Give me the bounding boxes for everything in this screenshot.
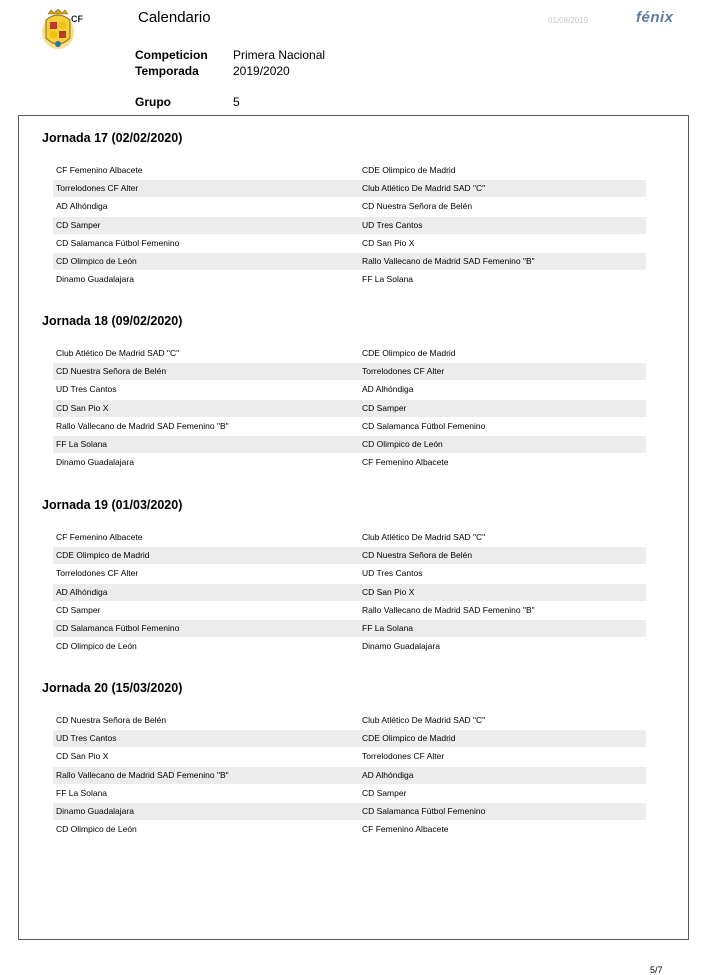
away-team: CD Salamanca Fútbol Femenino [362,420,486,431]
away-team: Club Atlético De Madrid SAD "C" [362,532,486,542]
away-team: Rallo Vallecano de Madrid SAD Femenino "B" [362,604,535,615]
match-row [53,271,646,288]
away-team: CD Salamanca Fútbol Femenino [362,806,486,816]
match-row [53,584,646,601]
match-row [53,565,646,582]
away-team: Torrelodones CF Alter [362,751,445,762]
svg-text:CF: CF [71,14,83,24]
home-team: FF La Solana [56,439,108,449]
away-team: CDE Olimpico de Madrid [362,348,456,358]
home-team: CD San Pio X [56,402,109,413]
rfef-crest-logo [38,8,90,54]
page-number: 5/7 [650,965,663,975]
match-row [53,748,646,765]
temporada-value: 2019/2020 [233,64,290,78]
match-row [53,198,646,215]
away-team: CDE Olimpico de Madrid [362,165,456,175]
away-team: AD Alhóndiga [362,384,414,395]
temporada-label: Temporada [135,64,199,78]
match-row [53,454,646,471]
grupo-label: Grupo [135,95,171,109]
away-team: CDE Olimpico de Madrid [362,733,456,744]
away-team: CD San Pio X [362,586,415,597]
match-row [53,529,646,546]
match-row [53,436,646,453]
away-team: CF Femenino Albacete [362,457,449,468]
match-row [53,180,646,197]
home-team: CD Olimpico de León [56,256,137,266]
home-team: CDE Olimpico de Madrid [56,550,150,561]
home-team: CD Olimpico de León [56,824,137,835]
away-team: Club Atlético De Madrid SAD "C" [362,715,486,725]
away-team: Dinamo Guadalajara [362,641,440,652]
home-team: CD Salamanca Fútbol Femenino [56,623,180,633]
away-team: Torrelodones CF Alter [362,366,445,377]
away-team: CD Nuestra Señora de Belén [362,550,473,561]
match-row [53,602,646,619]
match-row [53,345,646,362]
jornada-title: Jornada 17 (02/02/2020) [42,131,183,145]
home-team: CF Femenino Albacete [56,532,143,542]
home-team: Dinamo Guadalajara [56,457,134,468]
jornada-title: Jornada 18 (09/02/2020) [42,314,183,328]
document-title: Calendario [138,9,211,26]
home-team: CD Olimpico de León [56,641,137,652]
away-team: UD Tres Cantos [362,568,423,579]
home-team: CD Samper [56,219,101,230]
away-team: FF La Solana [362,274,414,285]
home-team: Rallo Vallecano de Madrid SAD Femenino "B" [56,420,229,431]
away-team: CD Samper [362,787,407,798]
away-team: CD San Pio X [362,237,415,248]
match-row [53,712,646,729]
competicion-label: Competicion [135,48,208,62]
print-date: 01/08/2019 [548,16,589,25]
home-team: CF Femenino Albacete [56,165,143,175]
match-row [53,253,646,270]
away-team: Club Atlético De Madrid SAD "C" [362,183,486,194]
home-team: UD Tres Cantos [56,384,117,395]
home-team: Torrelodones CF Alter [56,183,139,194]
calendar-content-box [18,115,689,940]
away-team: CD Samper [362,402,407,413]
home-team: CD Salamanca Fútbol Femenino [56,237,180,248]
home-team: CD Samper [56,604,101,615]
match-row [53,363,646,380]
match-row [53,620,646,637]
match-row [53,638,646,655]
away-team: AD Alhóndiga [362,769,414,780]
match-row [53,730,646,747]
match-row [53,235,646,252]
jornada-title: Jornada 20 (15/03/2020) [42,681,183,695]
home-team: Dinamo Guadalajara [56,274,134,285]
match-row [53,217,646,234]
home-team: Club Atlético De Madrid SAD "C" [56,348,180,358]
match-row [53,381,646,398]
match-row [53,821,646,838]
home-team: CD Nuestra Señora de Belén [56,366,167,377]
match-row [53,400,646,417]
match-row [53,547,646,564]
jornada-title: Jornada 19 (01/03/2020) [42,498,183,512]
away-team: CD Olimpico de León [362,439,443,449]
home-team: Torrelodones CF Alter [56,568,139,579]
match-row [53,162,646,179]
home-team: AD Alhóndiga [56,201,108,212]
match-row [53,803,646,820]
away-team: CD Nuestra Señora de Belén [362,201,473,212]
home-team: UD Tres Cantos [56,733,117,744]
away-team: FF La Solana [362,623,414,633]
competicion-value: Primera Nacional [233,48,326,62]
away-team: Rallo Vallecano de Madrid SAD Femenino "B" [362,256,535,266]
match-row [53,767,646,784]
home-team: Rallo Vallecano de Madrid SAD Femenino "B" [56,769,229,780]
away-team: UD Tres Cantos [362,219,423,230]
home-team: Dinamo Guadalajara [56,806,134,816]
away-team: CF Femenino Albacete [362,824,449,835]
fenix-brand-logo: fénix [636,9,674,26]
match-row [53,418,646,435]
home-team: FF La Solana [56,787,108,798]
home-team: CD Nuestra Señora de Belén [56,715,167,725]
home-team: AD Alhóndiga [56,586,108,597]
home-team: CD San Pio X [56,751,109,762]
grupo-value: 5 [233,95,240,109]
match-row [53,785,646,802]
